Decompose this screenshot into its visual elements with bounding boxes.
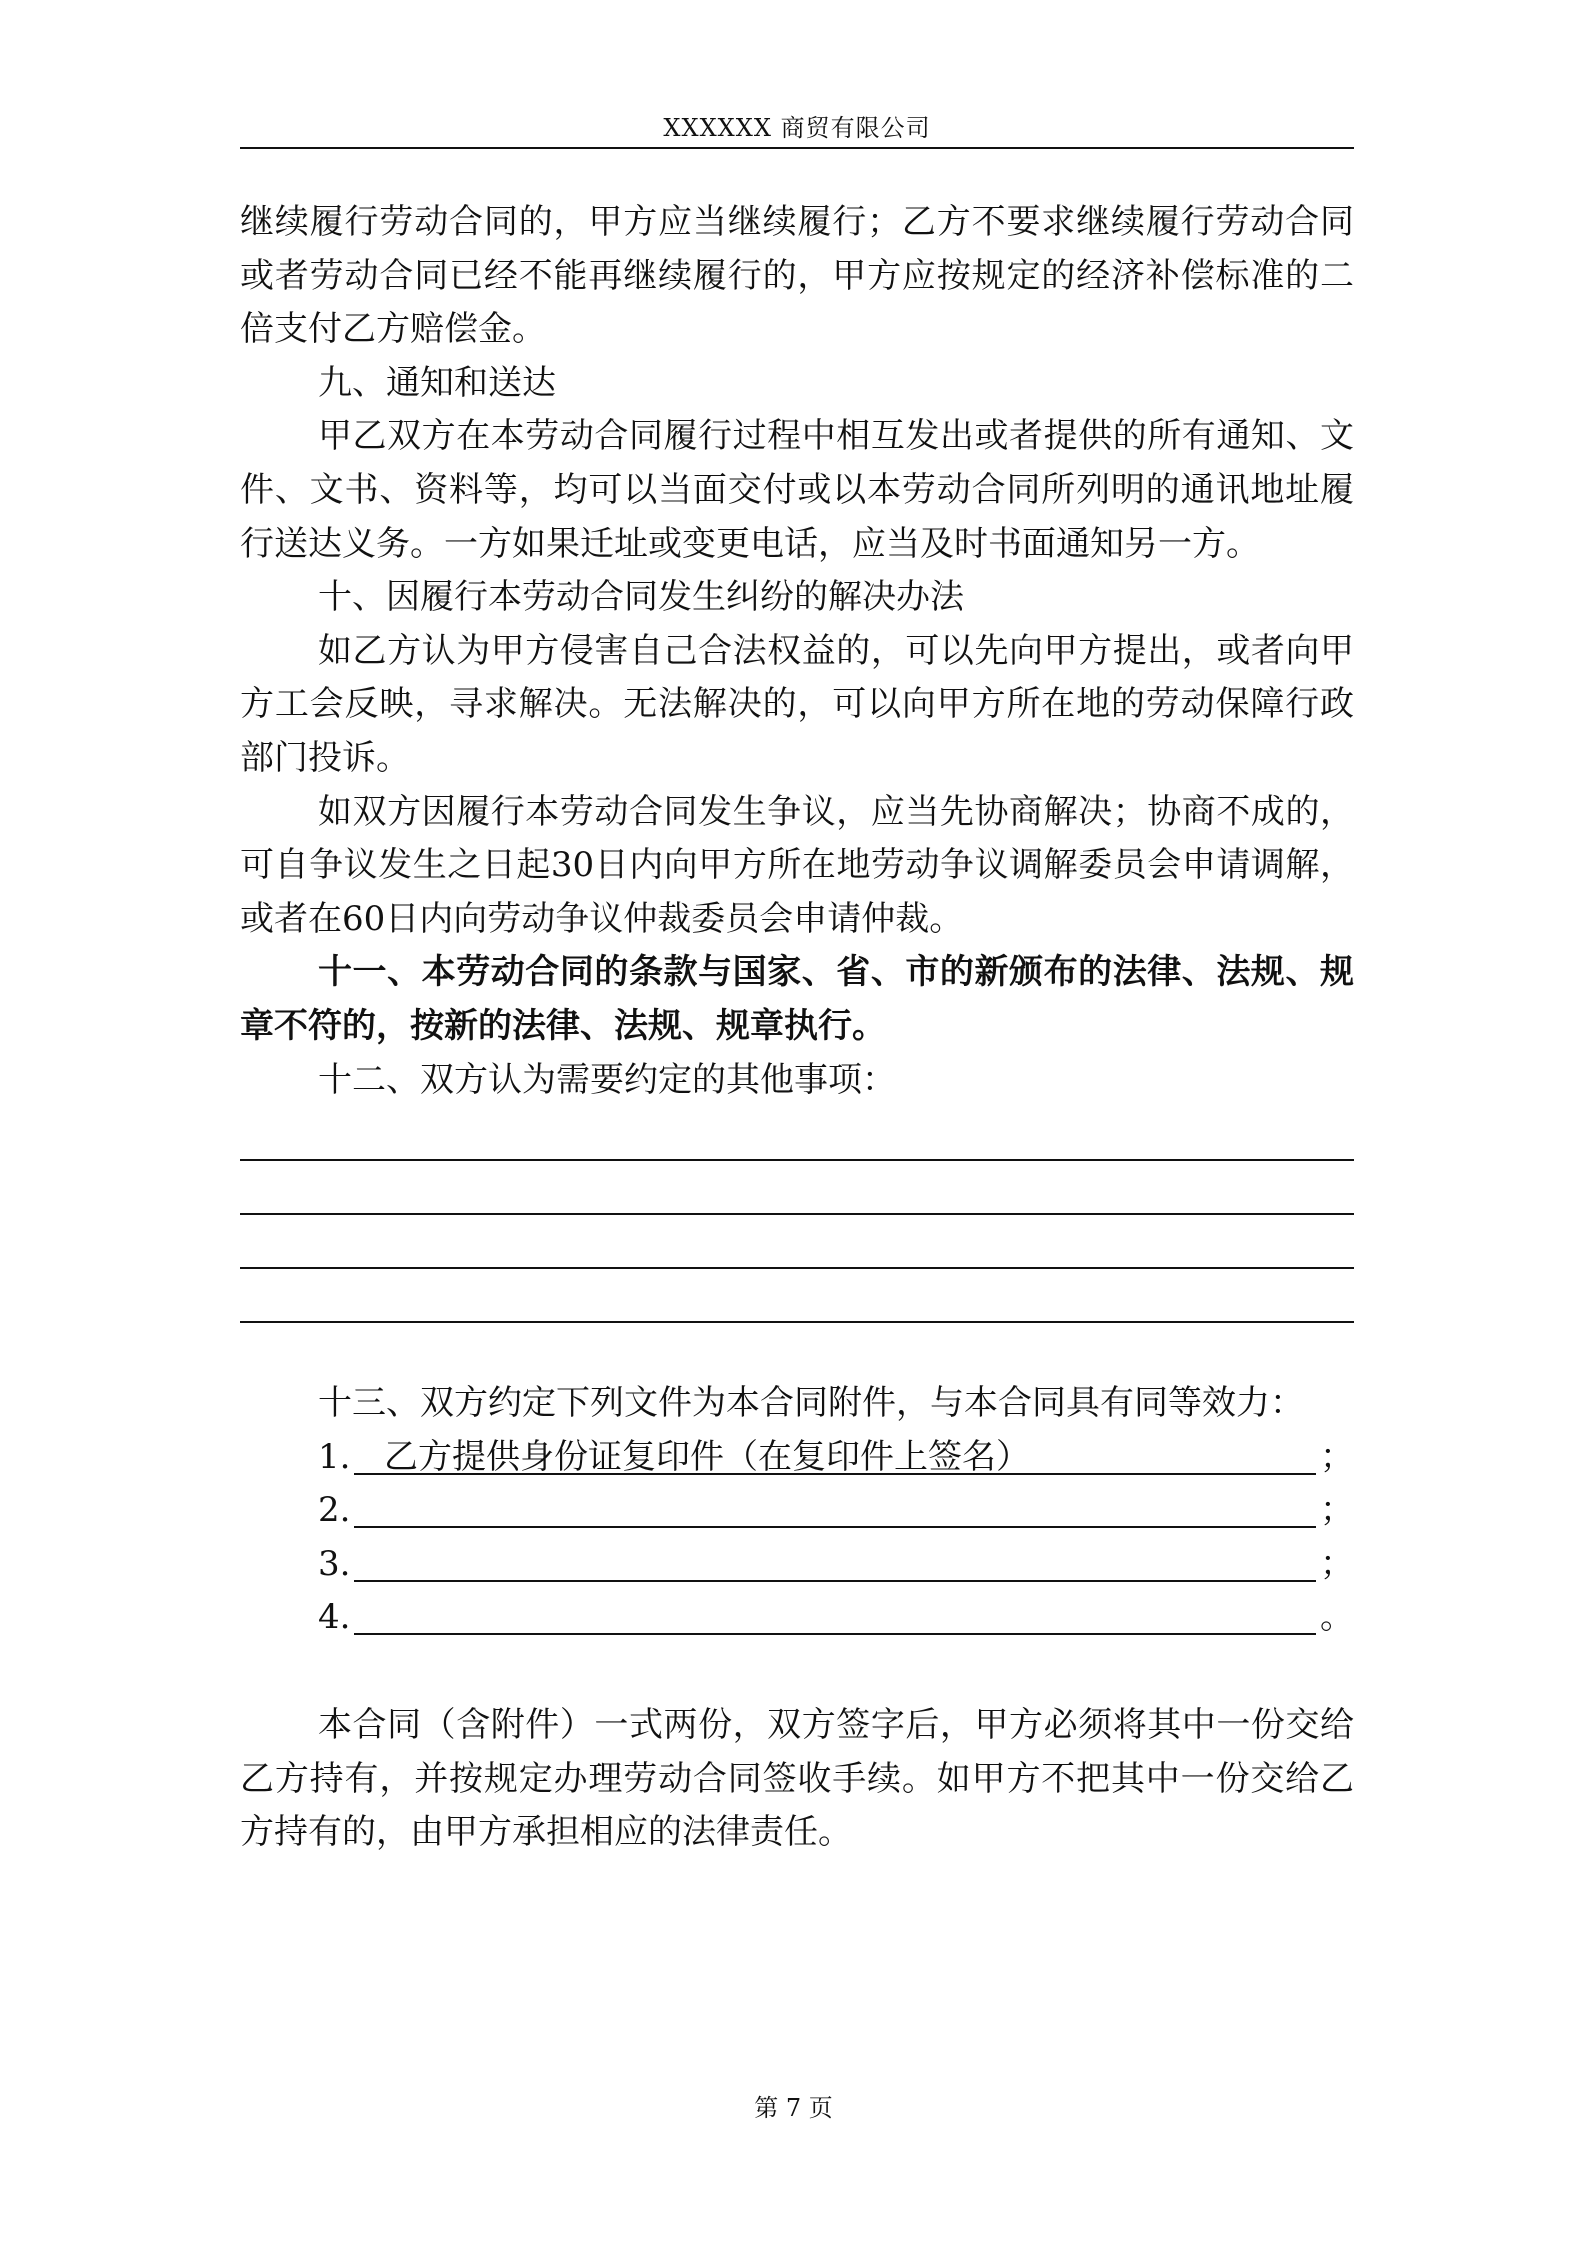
- blank-line[interactable]: [240, 1269, 1354, 1323]
- attachment-fill-line[interactable]: [354, 1591, 1316, 1635]
- blank-line[interactable]: [240, 1215, 1354, 1269]
- attachment-fill-line[interactable]: [354, 1538, 1316, 1582]
- section-9-title: 九、通知和送达: [318, 362, 556, 403]
- attachment-number: 1.: [318, 1436, 351, 1477]
- paragraph-continuation: 继续履行劳动合同的，甲方应当继续履行；乙方不要求继续履行劳动合同或者劳动合同已经不能再继续履行的，甲方应按规定的经济补偿标准的二倍支付乙方赔偿金。: [240, 202, 1354, 350]
- attachment-terminator: ；: [1320, 1490, 1354, 1531]
- attachment-number: 4.: [318, 1597, 351, 1638]
- attachment-terminator: ；: [1320, 1543, 1354, 1584]
- section-12-title: 十二、双方认为需要约定的其他事项：: [318, 1059, 896, 1100]
- attachment-list: [240, 1431, 1354, 1645]
- attachment-terminator: 。: [1320, 1597, 1354, 1638]
- attachment-item: [318, 1591, 1354, 1645]
- attachment-item: [318, 1538, 1354, 1592]
- section-9-body: 甲乙双方在本劳动合同履行过程中相互发出或者提供的所有通知、文件、文书、资料等，均可以当面交付或以本劳动合同所列明的通讯地址履行送达义务。一方如果迁址或变更电话，应当及时书面通知另一方。: [240, 416, 1354, 564]
- document-body: [240, 196, 1354, 1860]
- section-10-body-2: 如双方因履行本劳动合同发生争议，应当先协商解决；协商不成的，可自争议发生之日起30日内向甲方所在地劳动争议调解委员会申请调解，或者在60日内向劳动争议仲裁委员会申请仲裁。: [240, 791, 1354, 939]
- attachment-number: 2.: [318, 1490, 351, 1531]
- attachment-fill-line[interactable]: 乙方提供身份证复印件（在复印件上签名）: [354, 1431, 1316, 1475]
- attachment-fill-line[interactable]: [354, 1484, 1316, 1528]
- document-header: XXXXXX 商贸有限公司: [663, 114, 931, 142]
- other-matters-blank-lines: [240, 1107, 1354, 1323]
- blank-line[interactable]: [240, 1107, 1354, 1161]
- attachment-terminator: ；: [1320, 1436, 1354, 1477]
- section-13-title: 十三、双方约定下列文件为本合同附件，与本合同具有同等效力：: [318, 1383, 1304, 1424]
- page-number: 第 7 页: [754, 2094, 833, 2122]
- attachment-number: 3.: [318, 1543, 351, 1584]
- attachment-item: [318, 1484, 1354, 1538]
- closing-paragraph: 本合同（含附件）一式两份，双方签字后，甲方必须将其中一份交给乙方持有，并按规定办理劳动合同签收手续。如甲方不把其中一份交给乙方持有的，由甲方承担相应的法律责任。: [240, 1705, 1354, 1853]
- attachment-item: [318, 1431, 1354, 1485]
- blank-line[interactable]: [240, 1161, 1354, 1215]
- section-10-title: 十、因履行本劳动合同发生纠纷的解决办法: [318, 577, 964, 618]
- section-11-title: 十一、本劳动合同的条款与国家、省、市的新颁布的法律、法规、规章不符的，按新的法律、法规、规章执行。: [240, 952, 1354, 1046]
- header-rule: [240, 147, 1354, 149]
- section-10-body-1: 如乙方认为甲方侵害自己合法权益的，可以先向甲方提出，或者向甲方工会反映，寻求解决。无法解决的，可以向甲方所在地的劳动保障行政部门投诉。: [240, 630, 1354, 778]
